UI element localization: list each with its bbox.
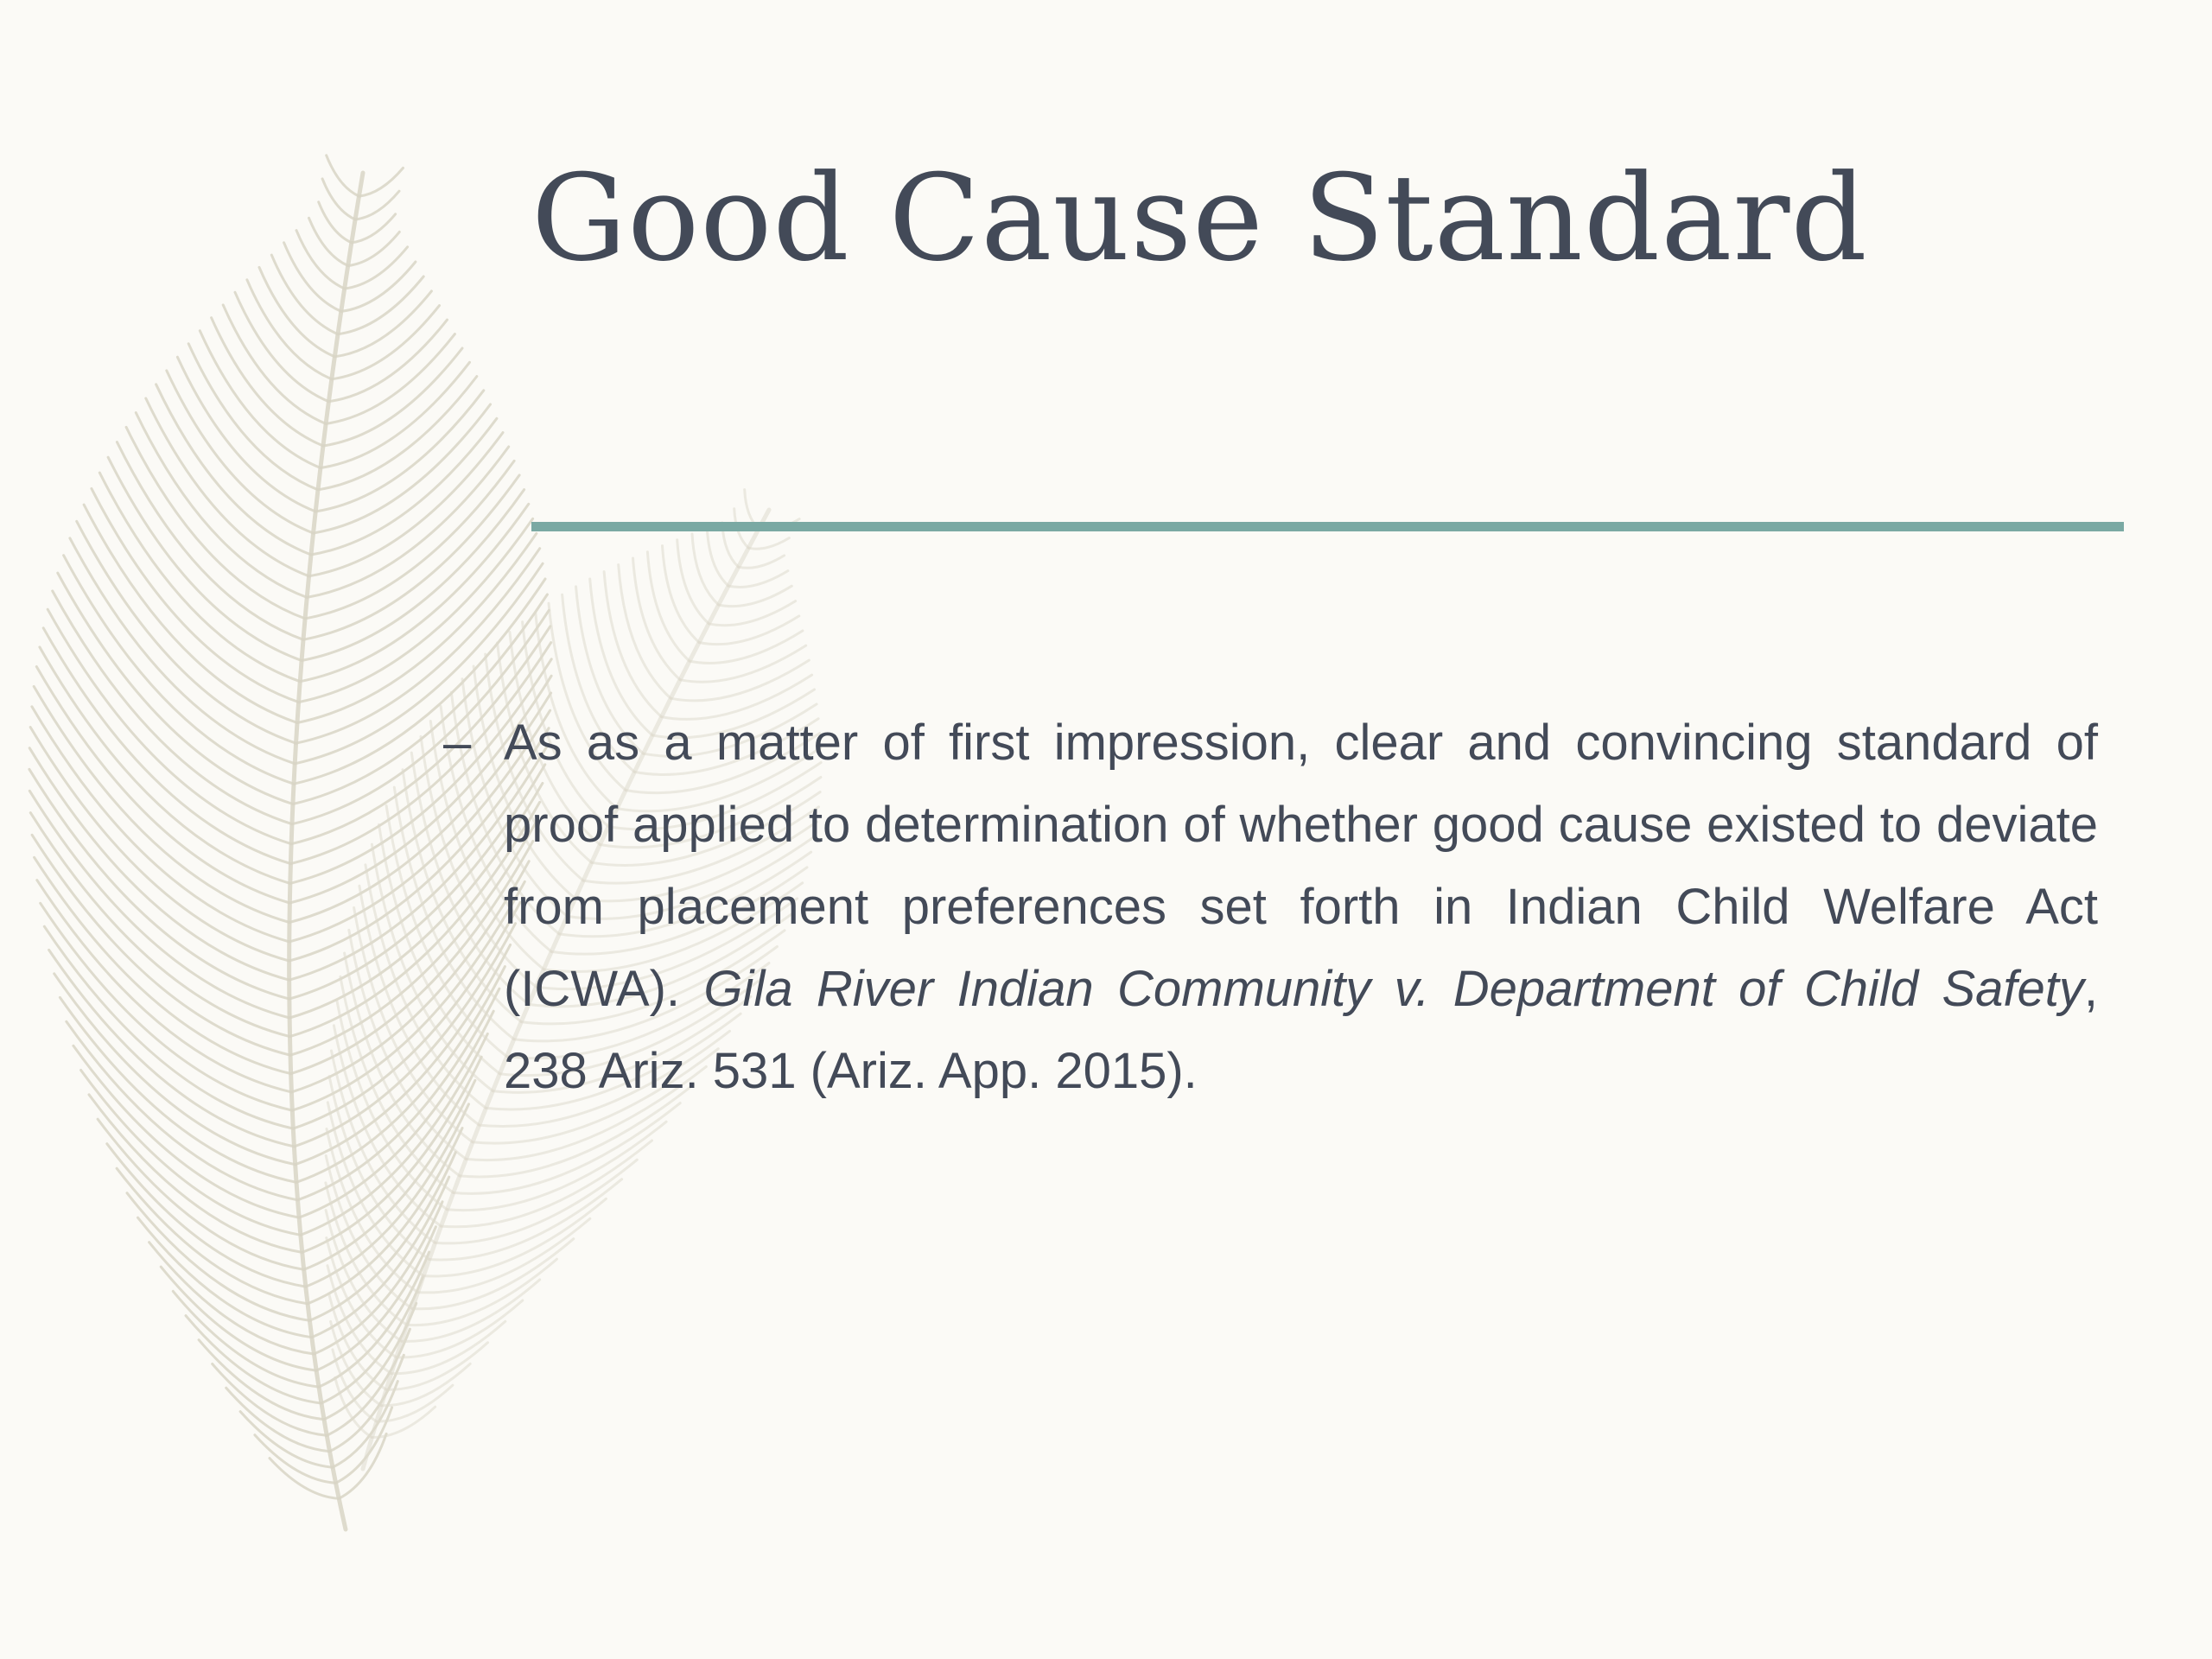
bullet-marker: – xyxy=(443,715,472,771)
case-name: Gila River Indian Community v. Department of Child Safety xyxy=(703,961,2084,1017)
bullet-text-main: As as a matter of first impression, clear and convincing standard of proof applied to determination of whether good cause existed to deviate from placement preferences set forth in Indian Child Welfare Act (ICWA). xyxy=(504,715,2098,1017)
bullet-text xyxy=(504,702,2098,1112)
title-divider xyxy=(531,522,2124,531)
slide-title: Good Cause Standard xyxy=(531,149,1868,288)
case-citation: , 238 Ariz. 531 (Ariz. App. 2015). xyxy=(504,961,2098,1099)
bullet-item xyxy=(443,702,2098,1112)
